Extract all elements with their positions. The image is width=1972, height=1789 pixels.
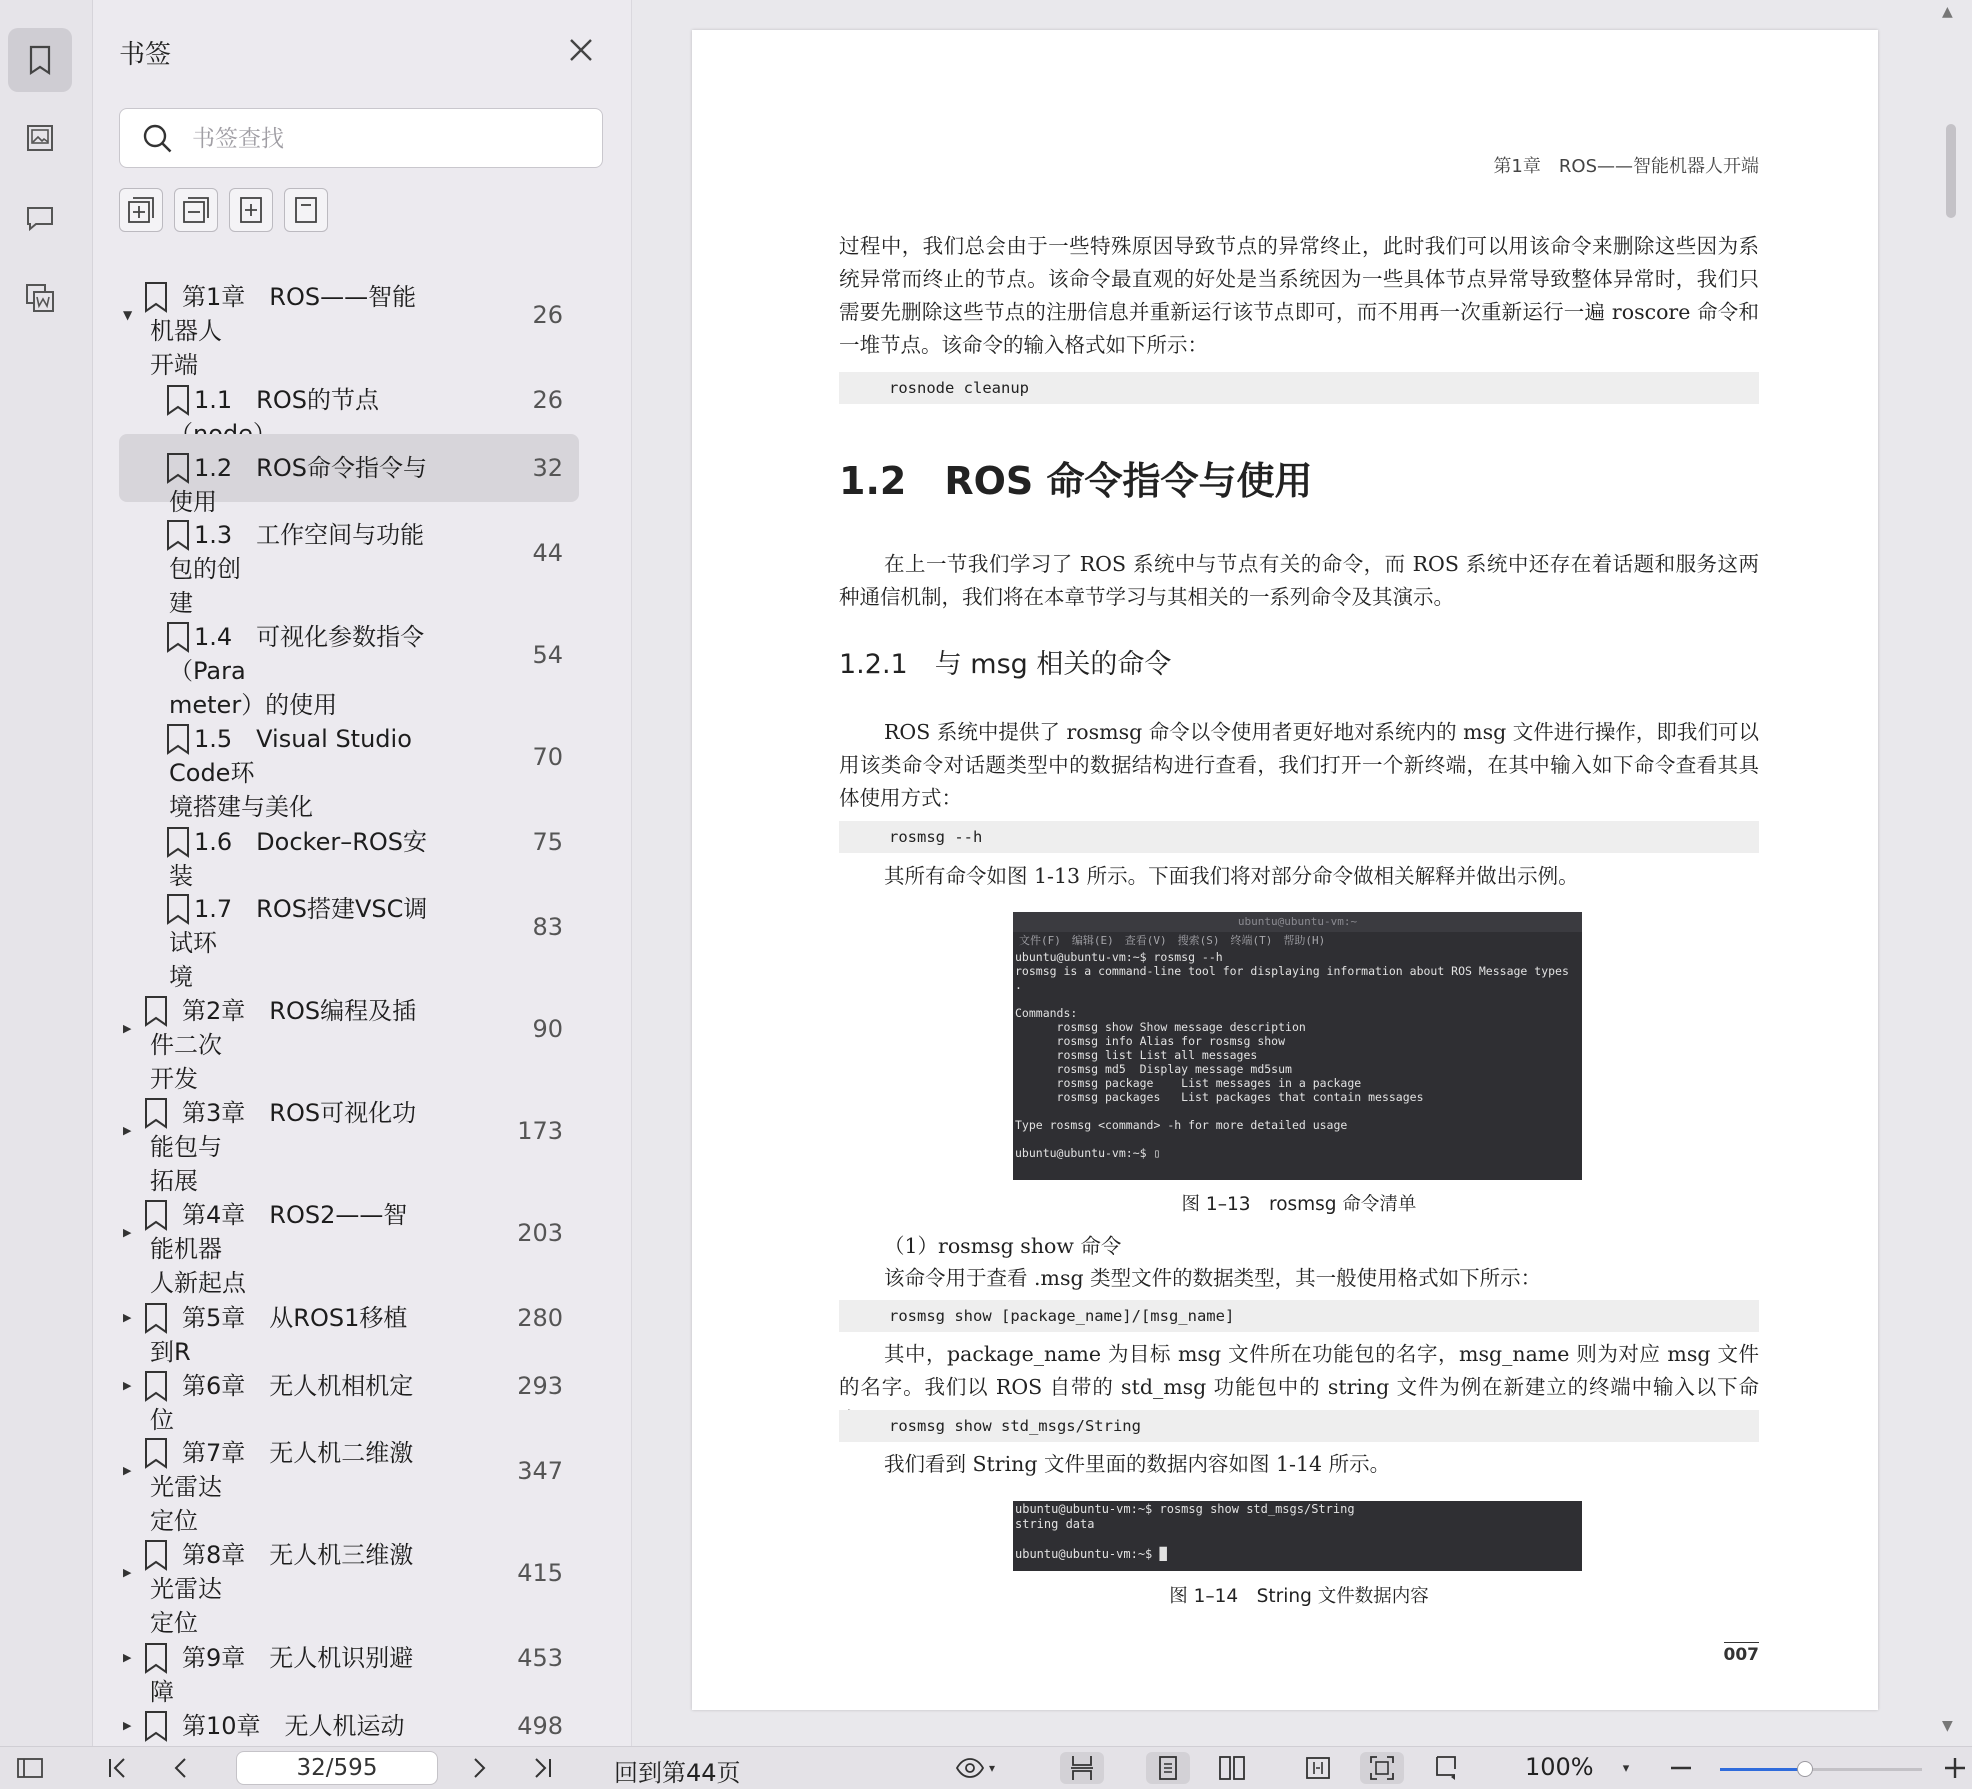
bookmark-item[interactable] [119,1522,579,1637]
bookmark-search-box[interactable] [119,108,603,168]
terminal-output: ubuntu@ubuntu-vm:~$ rosmsg show std_msgs/String string data ubuntu@ubuntu-vm:~$ █ [1015,1502,1355,1561]
bookmark-page-number: 203 [517,1219,563,1247]
bookmark-label: 第9章 无人机识别避障 [150,1644,414,1706]
fit-page-button[interactable] [1360,1752,1404,1784]
bookmark-panel-button[interactable] [8,28,72,92]
bookmark-item[interactable] [119,1624,579,1706]
comment-icon [23,201,57,235]
bookmark-label: 第4章 ROS2——智能机器 人新起点 [150,1201,408,1297]
bookmark-page-number: 293 [517,1372,563,1400]
paragraph: 该命令用于查看 .msg 类型文件的数据类型，其一般使用格式如下所示： [884,1266,1542,1290]
first-page-button[interactable] [100,1752,134,1784]
image-icon [23,121,57,155]
last-page-icon [528,1753,558,1783]
bookmark-item[interactable] [119,502,579,617]
bookmark-page-number: 70 [532,743,563,771]
paragraph: 过程中，我们总会由于一些特殊原因导致节点的异常终止，此时我们可以用该命令来删除这些因为系统异常而终止的节点。该命令最直观的好处是当系统因为一些具体节点异常导致整体异常时，我们只需要先删除这些节点的注册信息并重新运行该节点即可，而不用再一次重新运行一遍 roscore 命令和一堆节点。该命令的输入格式如下所示： [839,234,1759,357]
thumbnail-panel-button[interactable] [8,106,72,170]
bookmark-page-number: 173 [517,1117,563,1145]
word-convert-button[interactable] [8,266,72,330]
bookmark-label: 第1章 ROS——智能机器人 开端 [150,283,417,379]
bookmark-item[interactable] [119,978,579,1093]
remove-bookmark-button[interactable] [284,188,328,232]
list-item: （1）rosmsg show 命令 [884,1234,1122,1258]
document-convert-icon [23,281,57,315]
bookmark-page-number: 280 [517,1304,563,1332]
bookmark-page-number: 26 [532,301,563,329]
bookmark-page-number: 498 [517,1712,563,1740]
minus-icon [1666,1753,1696,1783]
document-page [692,30,1878,1710]
reading-mode-button[interactable] [948,1752,1002,1784]
bookmark-item[interactable] [119,434,579,516]
bookmark-label: 第7章 无人机二维激光雷达 定位 [150,1439,414,1535]
bookmark-label: 1.7 ROS搭建VSC调试环 境 [169,895,428,991]
chevron-down-icon: ▾ [988,1761,996,1775]
annotation-panel-button[interactable] [8,186,72,250]
caret-right-icon[interactable]: ▶ [123,1464,132,1477]
panel-title: 书签 [119,40,172,70]
next-page-button[interactable] [462,1752,496,1784]
paragraph: 在上一节我们学习了 ROS 系统中与节点有关的命令，而 ROS 系统中还存在着话题和服务这两种通信机制，我们将在本章节学习与其相关的一系列命令及其演示。 [839,552,1759,609]
continuous-scroll-button[interactable] [1060,1752,1104,1784]
page-number: 007 [1724,1642,1760,1665]
last-page-button[interactable] [526,1752,560,1784]
sidebar-icon [15,1753,45,1783]
bookmark-item[interactable] [119,1080,579,1195]
bookmark-page-number: 415 [517,1559,563,1587]
bookmark-page-number: 26 [532,386,563,414]
bookmark-label: 1.3 工作空间与功能包的创 建 [169,521,425,617]
bookmark-label: 1.4 可视化参数指令（Para meter）的使用 [169,623,425,719]
zoom-level[interactable]: 100% [1525,1753,1594,1781]
bookmark-item[interactable] [119,1182,579,1297]
first-page-icon [102,1753,132,1783]
single-page-button[interactable] [1146,1752,1190,1784]
chevron-left-icon [166,1753,196,1783]
code-block: rosmsg show std_msgs/String [839,1410,1759,1442]
zoom-slider-handle[interactable] [1797,1761,1813,1777]
caret-right-icon[interactable]: ▶ [123,1226,132,1239]
bookmark-page-number: 90 [532,1015,563,1043]
bookmark-page-number: 75 [532,828,563,856]
bookmark-icon [23,43,57,77]
two-page-button[interactable] [1210,1752,1254,1784]
collapse-all-button[interactable] [174,188,218,232]
bookmark-item[interactable] [119,1284,579,1366]
caret-right-icon[interactable]: ▶ [123,1651,132,1664]
single-page-icon [1153,1753,1183,1783]
section-heading: 1.2 ROS 命令指令与使用 [839,459,1313,503]
page-number-input[interactable] [236,1751,438,1785]
terminal-menu: 文件(F) 编辑(E) 查看(V) 搜索(S) 终端(T) 帮助(H) [1019,934,1326,947]
bookmark-page-number: 453 [517,1644,563,1672]
zoom-out-button[interactable] [1664,1752,1698,1784]
expand-all-button[interactable] [119,188,163,232]
bookmark-item[interactable] [119,808,579,890]
caret-right-icon[interactable]: ▶ [123,1124,132,1137]
document-viewer [632,0,1972,1746]
bookmark-label: 1.2 ROS命令指令与使用 [169,454,427,516]
bookmark-item[interactable] [119,366,579,434]
fit-width-button[interactable] [1296,1752,1340,1784]
caret-right-icon[interactable]: ▶ [123,1022,132,1035]
left-rail [0,0,93,1746]
previous-page-button[interactable] [164,1752,198,1784]
subsection-heading: 1.2.1 与 msg 相关的命令 [839,649,1172,680]
bookmark-label: 1.1 ROS的节点 [194,386,379,414]
bookmark-item[interactable] [119,876,579,991]
bookmark-item[interactable] [119,604,579,719]
two-page-icon [1217,1753,1247,1783]
bookmark-label: 第10章 无人机运动 [182,1712,405,1740]
fit-width-icon [1303,1753,1333,1783]
bookmark-page-number: 44 [532,539,563,567]
zoom-dropdown-icon[interactable]: ▾ [1622,1760,1630,1776]
paragraph: 其所有命令如图 1-13 所示。下面我们将对部分命令做相关解释并做出示例。 [884,864,1579,888]
bookmark-item[interactable] [119,264,579,379]
toggle-sidebar-button[interactable] [12,1752,48,1784]
bookmark-panel [93,0,632,1746]
bookmark-label: 第5章 从ROS1移植到R [150,1304,408,1366]
return-to-page-link[interactable]: 回到第44页 [614,1759,741,1787]
bookmark-search-input[interactable] [190,119,594,159]
bookmark-page-number: 347 [517,1457,563,1485]
search-icon [142,123,174,155]
close-icon[interactable] [567,36,595,64]
zoom-slider-fill [1720,1768,1805,1771]
code-block: rosnode cleanup [839,372,1759,404]
expand-all-icon [126,195,156,225]
code-block: rosmsg show [package_name]/[msg_name] [839,1300,1759,1332]
running-head: 第1章 ROS——智能机器人开端 [1493,156,1759,177]
figure-caption: 图 1–14 String 文件数据内容 [1169,1586,1429,1607]
add-bookmark-button[interactable] [229,188,273,232]
bookmark-item[interactable] [119,1352,579,1434]
bookmark-label: 第3章 ROS可视化功能包与 拓展 [150,1099,417,1195]
bookmark-page-number: 83 [532,913,563,941]
bookmark-item[interactable] [119,706,579,821]
rotate-page-button[interactable] [1424,1752,1468,1784]
bookmark-label: 1.5 Visual Studio Code环 境搭建与美化 [169,725,412,821]
add-bookmark-icon [236,195,266,225]
bottom-toolbar [0,1746,1972,1789]
caret-right-icon[interactable]: ▶ [123,1719,132,1732]
bookmark-page-number: 32 [532,454,563,482]
paragraph: 我们看到 String 文件里面的数据内容如图 1-14 所示。 [884,1452,1391,1476]
paragraph: ROS 系统中提供了 rosmsg 命令以令使用者更好地对系统内的 msg 文件进行操作，即我们可以用该类命令对话题类型中的数据结构进行查看，我们打开一个新终端，在其中输入如下命令查看其具体使用方式： [839,720,1759,810]
terminal-title: ubuntu@ubuntu-vm:~ [1013,912,1582,932]
terminal-screenshot [1013,1501,1582,1571]
caret-down-icon[interactable]: ▼ [123,308,133,322]
figure-caption: 图 1–13 rosmsg 命令清单 [1181,1194,1417,1215]
code-block: rosmsg --h [839,821,1759,853]
scroll-up-arrow[interactable]: ▲ [1942,4,1953,20]
caret-right-icon[interactable]: ▶ [123,1379,132,1392]
collapse-all-icon [181,195,211,225]
scroll-down-arrow[interactable]: ▼ [1942,1718,1953,1734]
bookmark-page-number: 54 [532,641,563,669]
caret-right-icon[interactable]: ▶ [123,1566,132,1579]
terminal-output: ubuntu@ubuntu-vm:~$ rosmsg --h rosmsg is a command-line tool for displaying information about ROS Message types . Commands: rosmsg show Show message description rosmsg info Alias for rosmsg show rosmsg list List all messages rosmsg md5 Display message md5sum rosmsg package List messages in a package rosmsg packages List packages that contain messages Type rosmsg <command> -h for more detailed usage ubuntu@ubuntu-vm:~$ ▯ [1015,950,1569,1160]
bookmark-label: 第2章 ROS编程及插件二次 开发 [150,997,417,1093]
continuous-page-icon [1067,1753,1097,1783]
bookmark-outline-icon [291,195,321,225]
plus-icon [1940,1753,1970,1783]
eye-icon [955,1753,985,1783]
chevron-right-icon [464,1753,494,1783]
zoom-slider[interactable] [1720,1768,1922,1771]
bookmark-item[interactable] [119,1420,579,1535]
bookmark-label: 1.6 Docker–ROS安装 [169,828,428,890]
rotate-icon [1431,1753,1461,1783]
zoom-in-button[interactable] [1940,1752,1970,1784]
document-scrollbar-thumb[interactable] [1946,124,1956,218]
terminal-screenshot [1013,912,1582,1180]
paragraph: 其中，package_name 为目标 msg 文件所在功能包的名字，msg_name 则为对应 msg 文件的名字。我们以 ROS 自带的 std_msg 功能包中的 string 文件为例在新建立的终端中输入以下命 [839,1342,1759,1399]
bookmark-label: 第8章 无人机三维激光雷达 定位 [150,1541,414,1637]
bookmark-label: 第6章 无人机相机定位 [150,1372,414,1434]
fit-page-icon [1367,1753,1397,1783]
caret-right-icon[interactable]: ▶ [123,1311,132,1324]
